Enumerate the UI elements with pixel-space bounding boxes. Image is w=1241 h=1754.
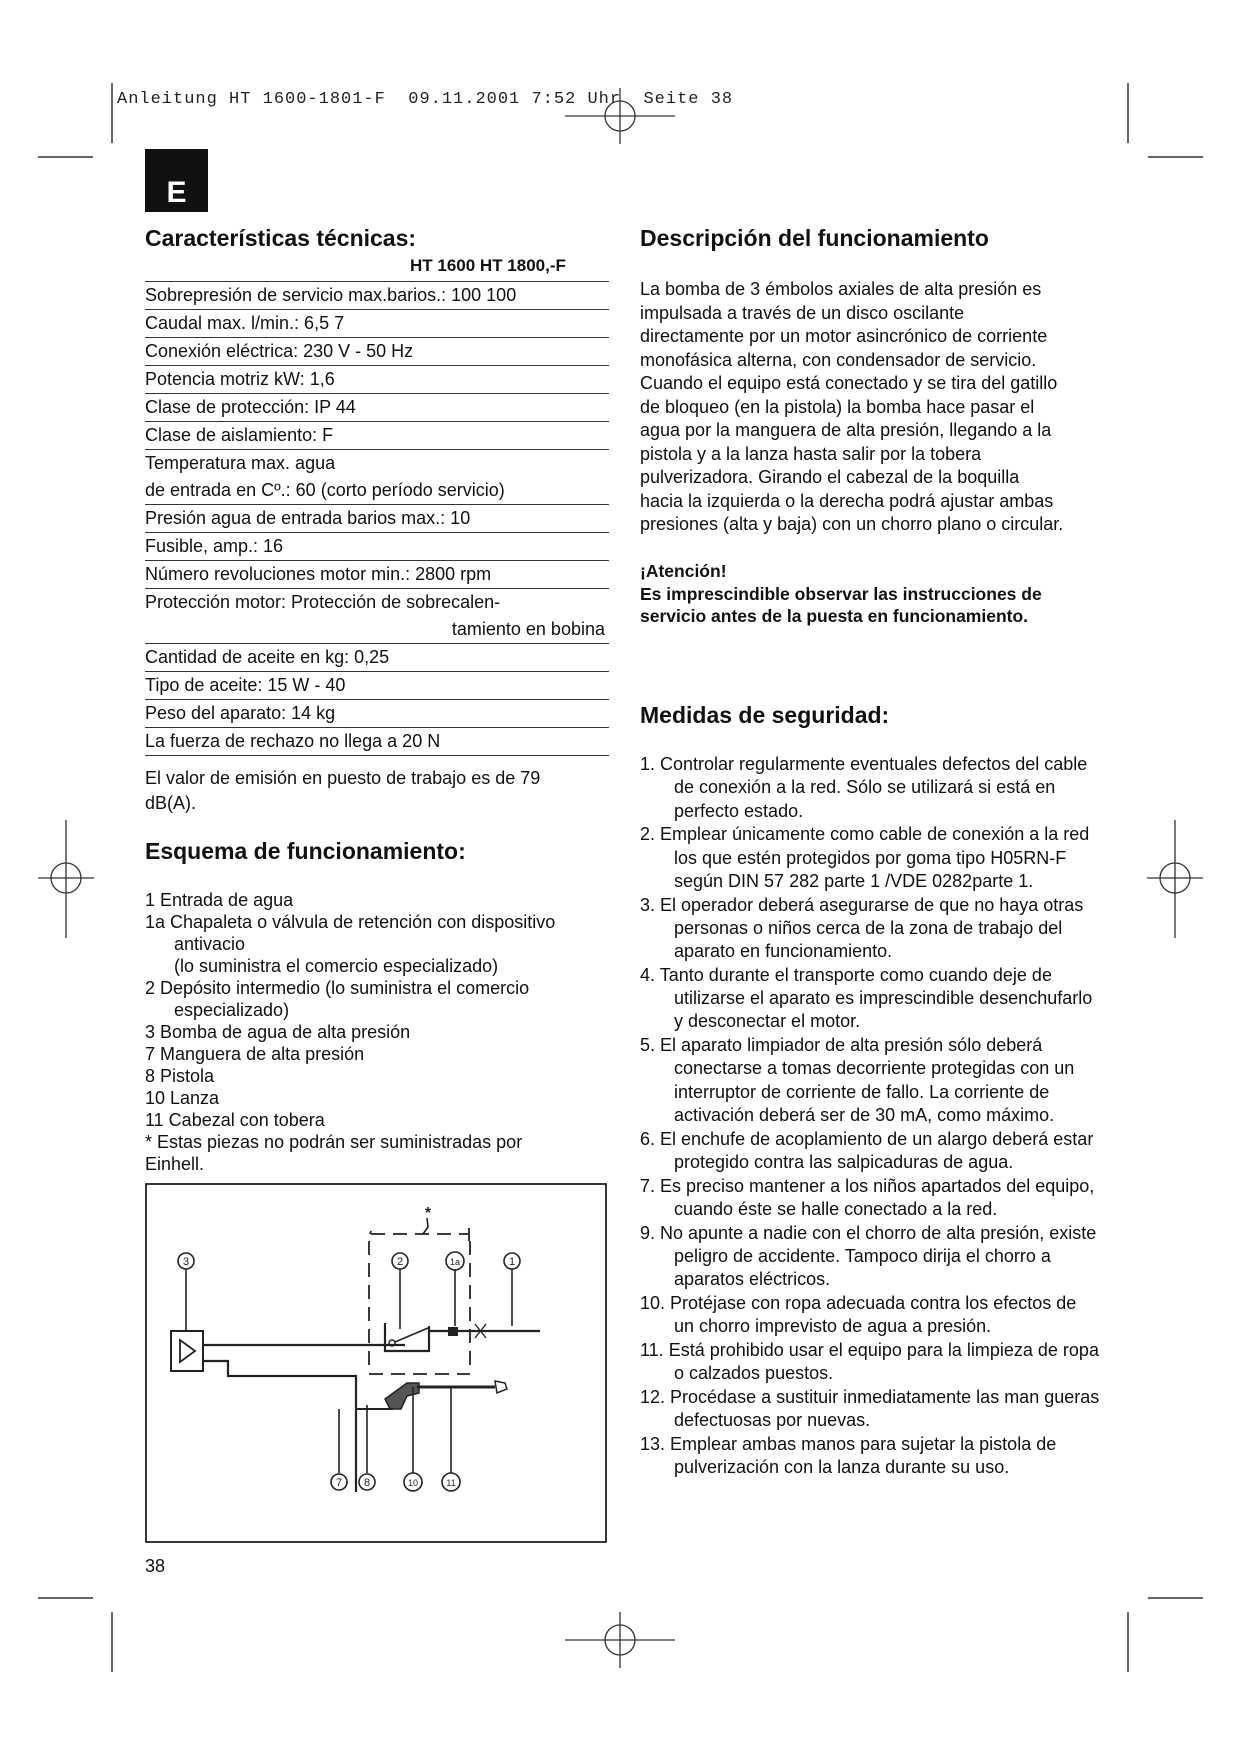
diagram-label-1: 1 [508,1256,516,1268]
list-item: 9. No apunte a nadie con el chorro de alta presión, existe peligro de accidente. Tampoco dirija el chorro a aparatos eléctricos. [640,1222,1097,1290]
spec-row: Temperatura max. agua de entrada en Cº.: 60 (corto período servicio) [145,449,609,504]
diagram-label-8: 8 [363,1477,371,1489]
scheme-legend [145,889,615,1175]
list-item: 6. El enchufe de acoplamiento de un alargo deberá estar protegido contra las salpicaduras de agua. [640,1128,1094,1172]
description-title: Descripción del funcionamiento [640,225,989,251]
spec-row: Clase de aislamiento: F [145,421,609,449]
description-text: La bomba de 3 émbolos axiales de alta presión es impulsada a través de un disco oscilante directamente por un motor asincrónico de corriente monofásica alterna, con condensador de servicio. Cuando el equipo está conectado y se tira del gatillo de bloqueo (en la pistola) la bomba hace pasar el agua por la manguera de alta presión, llegando a la pistola y a la lanza hasta salir por la tobera pulverizadora. Girando el cabezal de la boquilla hacia la izquierda o la derecha podrá ajustar ambas presiones (alta y baja) con un chorro plano o circular. [640,279,1064,534]
specs-table [145,281,609,756]
list-item: 12. Procédase a sustituir inmediatamente las man gueras defectuosas por nuevas. [640,1386,1100,1431]
list-item: 1. Controlar regularmente eventuales defectos del cable de conexión a la red. Sólo se utilizará si está en perfecto estado. [640,754,1088,821]
diagram-label-11: 11 [446,1478,456,1488]
print-header: Anleitung HT 1600-1801-F 09.11.2001 7:52 Uhr Seite 38 [117,90,734,109]
list-item: 3 Bomba de agua de alta presión [145,1022,411,1042]
list-item: 1a Chapaleta o válvula de retención con dispositivo [145,912,556,932]
language-badge: E [145,149,208,212]
diagram-label-3: 3 [182,1256,190,1268]
safety-title: Medidas de seguridad: [640,702,890,728]
crosshair-right [1147,820,1203,938]
crosshair-bottom [565,1612,675,1668]
list-item: 11 Cabezal con tobera [145,1110,325,1130]
spec-row: Protección motor: Protección de sobrecalen- tamiento en bobina [145,588,609,643]
list-item: 10. Protéjase con ropa adecuada contra los efectos de un chorro imprevisto de agua a presión. [640,1292,1077,1337]
spec-row: Cantidad de aceite en kg: 0,25 [145,643,609,671]
list-item: 3. El operador deberá asegurarse de que no haya otras personas o niños cerca de la zona de trabajo del aparato en funcionamiento. [640,894,1084,962]
spec-row: Número revoluciones motor min.: 2800 rpm [145,560,609,588]
diagram-label-1a: 1a [449,1257,461,1267]
list-item: Einhell. [145,1154,205,1174]
spec-row: Presión agua de entrada barios max.: 10 [145,504,609,532]
specs-title: Características técnicas: [145,225,417,251]
safety-list [640,753,1100,1480]
list-item: 5. El aparato limpiador de alta presión sólo deberá conectarse a tomas decorriente protegidas con un interruptor de corriente de fallo. La corriente de activación deberá ser de 30 mA, como máximo. [640,1035,1075,1126]
list-item: 1 Entrada de agua [145,890,294,910]
list-item: 11. Está prohibido usar el equipo para la limpieza de ropa o calzados puestos. [640,1339,1099,1384]
list-item: 10 Lanza [145,1088,220,1108]
spec-row: Conexión eléctrica: 230 V - 50 Hz [145,337,609,365]
list-item: 7 Manguera de alta presión [145,1044,365,1064]
list-item: 2. Emplear únicamente como cable de conexión a la red los que estén protegidos por goma tipo H05RN-F según DIN 57 282 parte 1 /VDE 0282parte 1. [640,824,1090,891]
attention-title: ¡Atención! [640,561,727,581]
spec-row: Sobrepresión de servicio max.barios.: 100 100 [145,281,609,309]
list-item: 4. Tanto durante el transporte como cuando deje de utilizarse el aparato es imprescindible desenchufarlo y desconectar el motor. [640,964,1093,1032]
spec-row: La fuerza de rechazo no llega a 20 N [145,727,609,756]
diagram-label-star: * [424,1205,432,1222]
scheme-title: Esquema de funcionamiento: [145,838,466,864]
list-item: especializado) [174,1000,290,1020]
page-number: 38 [145,1556,166,1576]
spec-row: Tipo de aceite: 15 W - 40 [145,671,609,699]
list-item: 8 Pistola [145,1066,215,1086]
spec-row: Clase de protección: IP 44 [145,393,609,421]
list-item: 2 Depósito intermedio (lo suministra el comercio [145,978,530,998]
spec-row: Caudal max. l/min.: 6,5 7 [145,309,609,337]
spec-row: Peso del aparato: 14 kg [145,699,609,727]
diagram-label-2: 2 [396,1256,404,1268]
list-item: * Estas piezas no podrán ser suministradas por [145,1132,523,1152]
spec-row: Fusible, amp.: 16 [145,532,609,560]
list-item: antivacio [174,934,246,954]
list-item: 13. Emplear ambas manos para sujetar la pistola de pulverización con la lanza durante su uso. [640,1433,1057,1478]
emission-note: El valor de emisión en puesto de trabajo es de 79 dB(A). [145,768,541,813]
list-item: 7. Es preciso mantener a los niños apartados del equipo, cuando éste se halle conectado a la red. [640,1175,1095,1219]
specs-models: HT 1600 HT 1800,-F [410,256,566,275]
diagram-label-10: 10 [407,1478,419,1488]
list-item: (lo suministra el comercio especializado) [174,956,499,976]
function-diagram [145,1183,607,1543]
attention-note: ¡Atención! Es imprescindible observar las instrucciones de servicio antes de la puesta en funcionamiento. [640,560,1120,628]
diagram-label-7: 7 [335,1477,343,1489]
crosshair-left [38,820,94,938]
spec-row: Potencia motriz kW: 1,6 [145,365,609,393]
